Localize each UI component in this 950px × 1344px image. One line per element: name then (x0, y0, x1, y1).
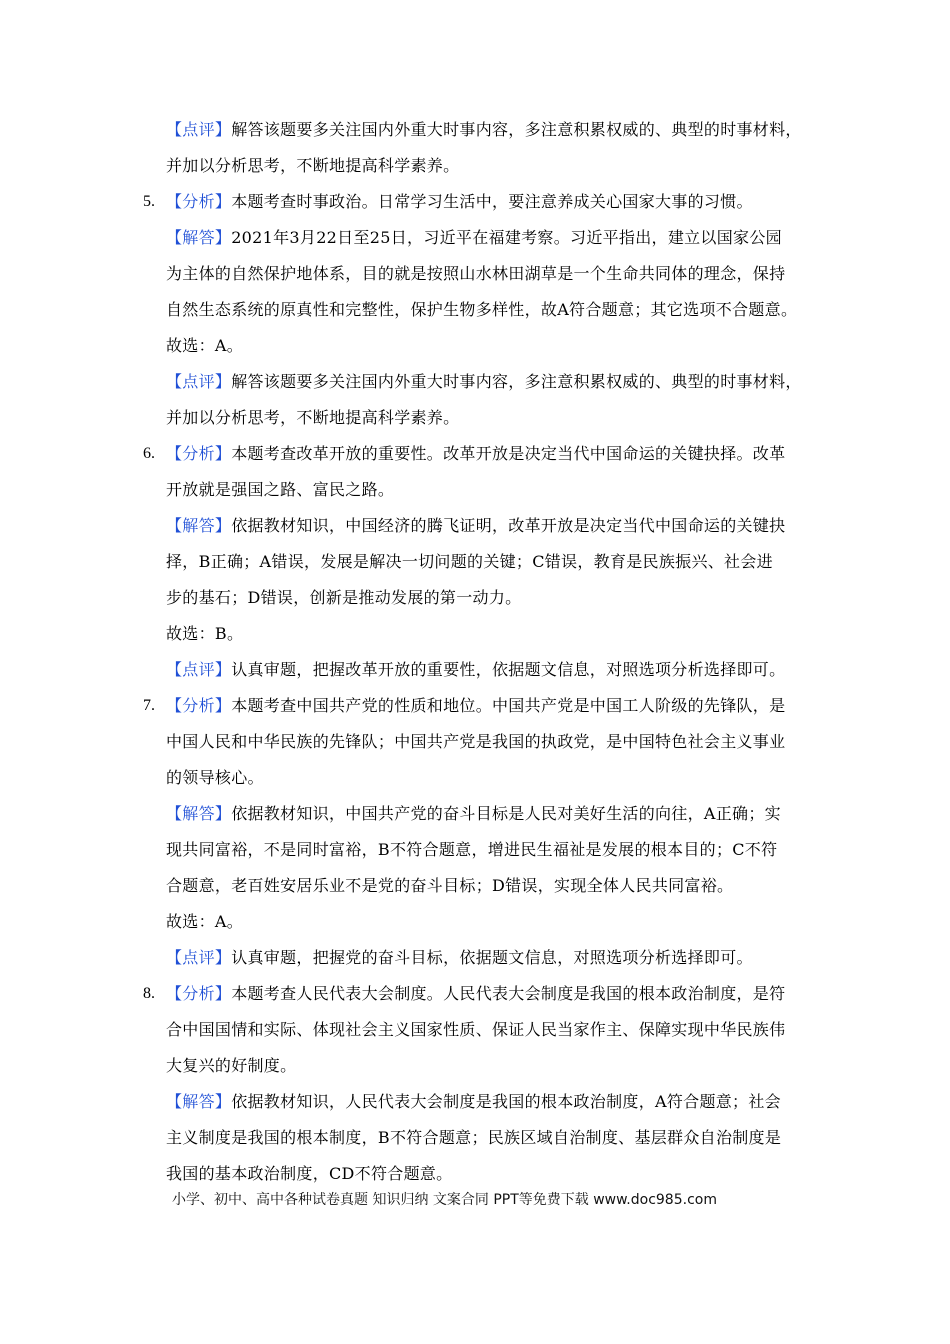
text-line: 择，B正确；A错误，发展是解决一切问题的关键；C错误，教育是民族振兴、社会进 (166, 552, 773, 571)
review-line: 【点评】认真审题，把握党的奋斗目标，依据题文信息，对照选项分析选择即可。 (166, 948, 753, 967)
question-number: 7. (143, 697, 155, 714)
analysis-label: 【分析】 (166, 984, 232, 1003)
text-line: 合题意，老百姓安居乐业不是党的奋斗目标；D错误，实现全体人民共同富裕。 (166, 876, 734, 895)
analysis-label: 【分析】 (166, 444, 232, 463)
review-label: 【点评】 (166, 372, 232, 391)
analysis-label: 【分析】 (166, 696, 232, 715)
analysis-line: 【分析】本题考查人民代表大会制度。人民代表大会制度是我国的根本政治制度，是符 (166, 984, 786, 1003)
text-line: 为主体的自然保护地体系，目的就是按照山水林田湖草是一个生命共同体的理念，保持 (166, 264, 786, 283)
text-line: 中国人民和中华民族的先锋队；中国共产党是我国的执政党，是中国特色社会主义事业 (166, 732, 786, 751)
review-line: 【点评】解答该题要多关注国内外重大时事内容，多注意积累权威的、典型的时事材料， (166, 372, 802, 391)
review-label: 【点评】 (166, 660, 232, 679)
text-line: 合中国国情和实际、体现社会主义国家性质、保证人民当家作主、保障实现中华民族伟 (166, 1020, 786, 1039)
review-line: 【点评】解答该题要多关注国内外重大时事内容，多注意积累权威的、典型的时事材料， (166, 120, 802, 139)
review-label: 【点评】 (166, 120, 232, 139)
text-line: 自然生态系统的原真性和完整性，保护生物多样性，故A符合题意；其它选项不合题意。 (166, 300, 798, 319)
answer-line: 【解答】依据教材知识，中国共产党的奋斗目标是人民对美好生活的向往，A正确；实 (166, 804, 781, 823)
answer-line: 【解答】依据教材知识，人民代表大会制度是我国的根本政治制度，A符合题意；社会 (166, 1092, 781, 1111)
page-footer: 小学、初中、高中各种试卷真题 知识归纳 文案合同 PPT等免费下载 www.doc985.com (172, 1192, 717, 1208)
answer-line: 【解答】依据教材知识，中国经济的腾飞证明，改革开放是决定当代中国命运的关键抉 (166, 516, 786, 535)
text-line: 我国的基本政治制度，CD不符合题意。 (166, 1164, 453, 1183)
answer-line: 【解答】2021年3月22日至25日，习近平在福建考察。习近平指出，建立以国家公园 (166, 228, 782, 247)
review-label: 【点评】 (166, 948, 232, 967)
question-number: 6. (143, 445, 155, 462)
review-line: 【点评】认真审题，把握改革开放的重要性，依据题文信息，对照选项分析选择即可。 (166, 660, 786, 679)
answer-label: 【解答】 (166, 228, 232, 247)
analysis-line: 【分析】本题考查中国共产党的性质和地位。中国共产党是中国工人阶级的先锋队，是 (166, 696, 786, 715)
choice-line: 故选：A。 (166, 912, 244, 931)
answer-label: 【解答】 (166, 1092, 232, 1111)
text-line: 步的基石；D错误，创新是推动发展的第一动力。 (166, 588, 522, 607)
analysis-label: 【分析】 (166, 192, 232, 211)
answer-label: 【解答】 (166, 804, 232, 823)
analysis-line: 【分析】本题考查时事政治。日常学习生活中，要注意养成关心国家大事的习惯。 (166, 192, 753, 211)
text-line: 现共同富裕，不是同时富裕，B不符合题意，增进民生福祉是发展的根本目的；C不符 (166, 840, 778, 859)
analysis-line: 【分析】本题考查改革开放的重要性。改革开放是决定当代中国命运的关键抉择。改革 (166, 444, 786, 463)
text-line: 的领导核心。 (166, 768, 264, 787)
choice-line: 故选：B。 (166, 624, 244, 643)
text-line: 开放就是强国之路、富民之路。 (166, 480, 395, 499)
text-line: 大复兴的好制度。 (166, 1056, 297, 1075)
choice-line: 故选：A。 (166, 336, 244, 355)
text-line: 并加以分析思考，不断地提高科学素养。 (166, 408, 460, 427)
question-number: 5. (143, 193, 155, 210)
question-number: 8. (143, 985, 155, 1002)
answer-label: 【解答】 (166, 516, 232, 535)
text-line: 主义制度是我国的根本制度，B不符合题意；民族区域自治制度、基层群众自治制度是 (166, 1128, 782, 1147)
text-line: 并加以分析思考，不断地提高科学素养。 (166, 156, 460, 175)
